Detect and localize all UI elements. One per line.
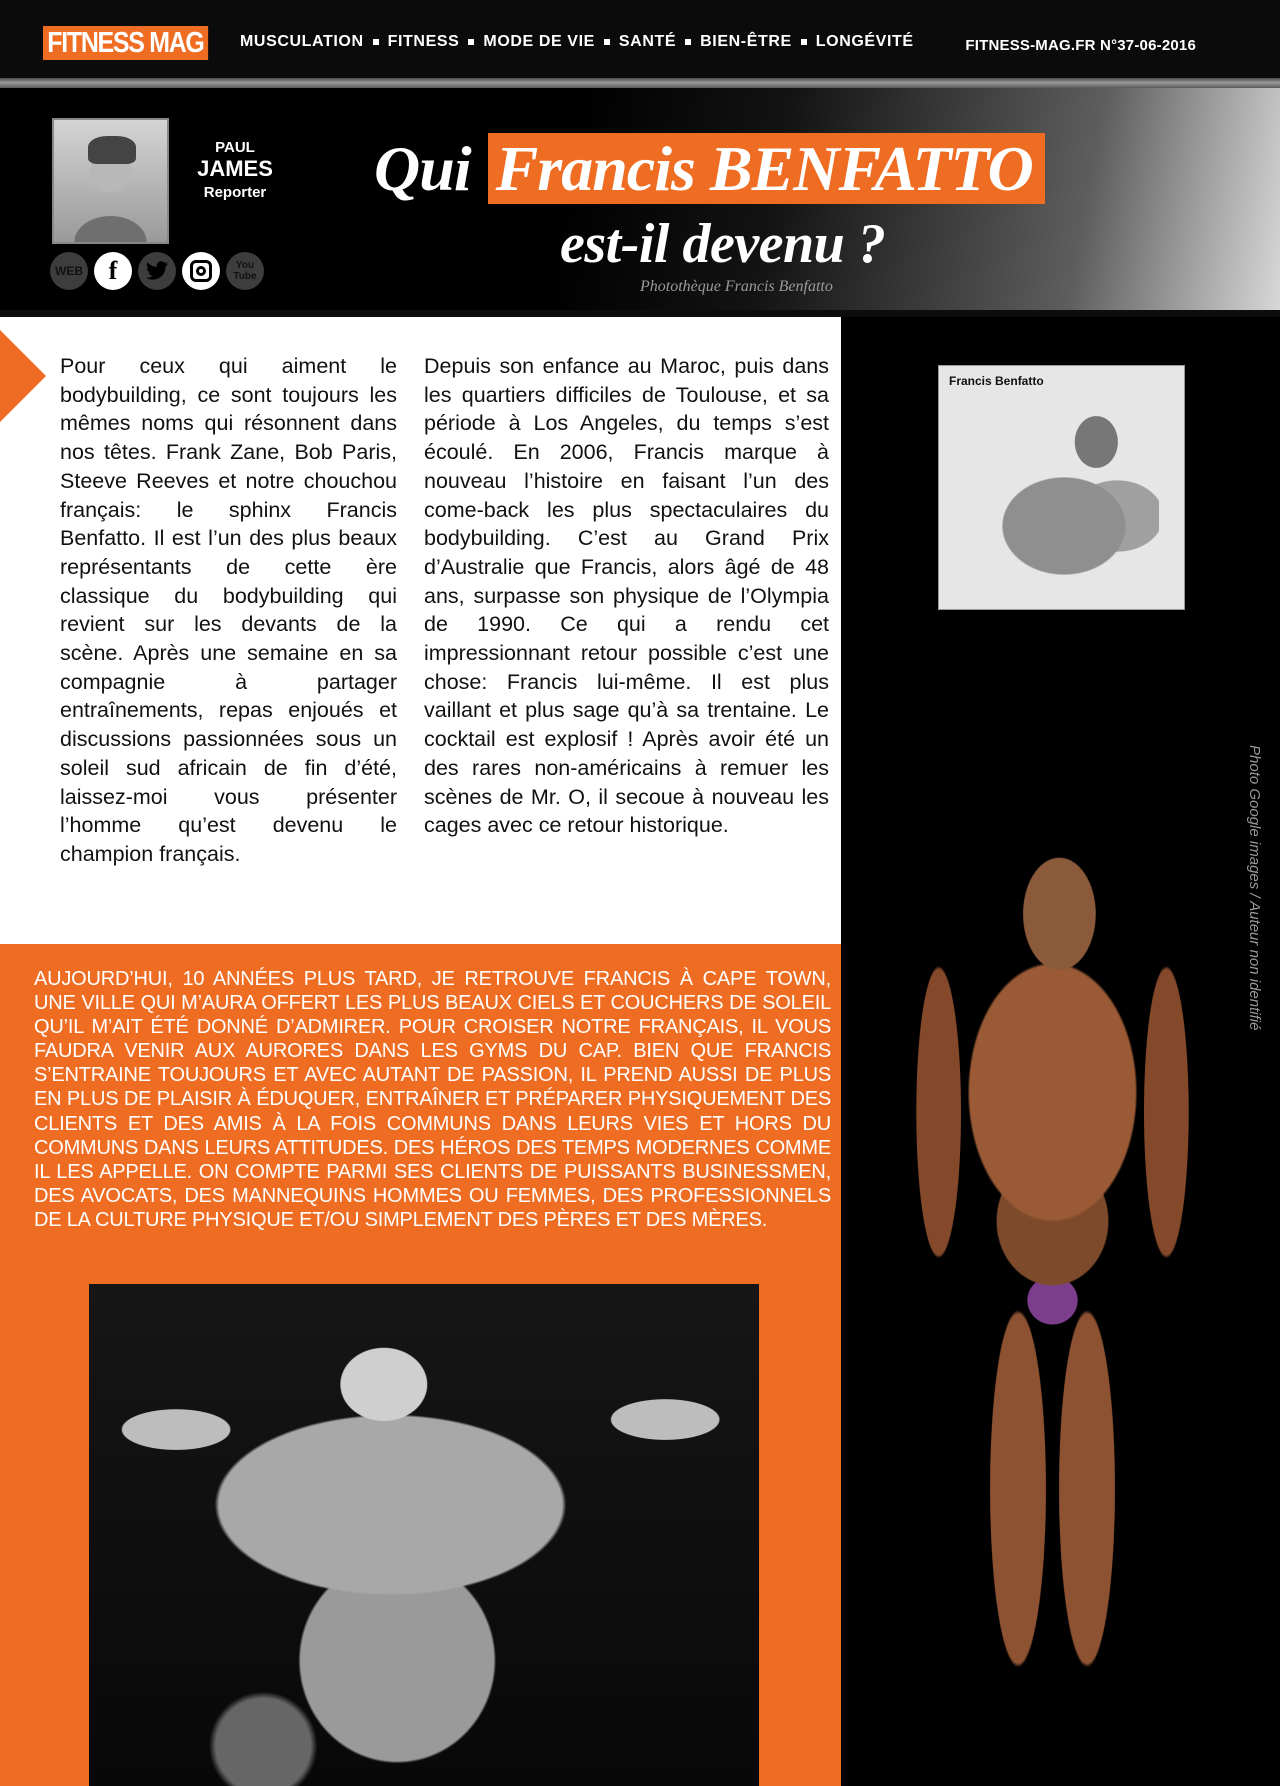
issue-number: FITNESS-MAG.FR N°37-06-2016 [965, 37, 1196, 54]
article-title [374, 134, 1045, 204]
instagram-icon[interactable] [182, 252, 220, 290]
author-avatar [52, 118, 169, 244]
posing-photo [880, 795, 1225, 1786]
nav-separator [685, 39, 691, 45]
nav-item-fitness[interactable]: FITNESS [387, 33, 460, 50]
orange-intro-text: AUJOURD’HUI, 10 ANNÉES PLUS TARD, JE RETROUVE FRANCIS À CAPE TOWN, UNE VILLE QUI M’AURA OFFERT LES PLUS BEAUX CIELS ET COUCHERS DE SOLEIL QU’IL M’AIT ÉTÉ DONNÉ D’ADMIRER. POUR CROISER NOTRE FRANÇAIS, IL VOUS FAUDRA VENIR AUX AURORES DANS LES GYMS DU CAP. BIEN QUE FRANCIS S’ENTRAINE TOUJOURS ET AVEC AUTANT DE PASSION, IL PREND AUSSI DE PLUS EN PLUS DE PLAISIR À ÉDUQUER, ENTRAÎNER ET PRÉPARER PHYSIQUEMENT DES CLIENTS ET DES AMIS À LA FOIS COMMUNS DANS LEURS VIES ET HORS DU COMMUNS DANS LEURS ATTITUDES. DES HÉROS DES TEMPS MODERNES COMME IL LES APPELLE. ON COMPTE PARMI SES CLIENTS DE PUISSANTS BUSINESSMEN, DES AVOCATS, DES MANNEQUINS HOMMES OU FEMMES, DES PROFESSIONNELS DE LA CULTURE PHYSIQUE ET/OU SIMPLEMENT DES PÈRES ET DES MÈRES. [34, 968, 831, 1231]
bw-posing-photo-figure [89, 1284, 759, 1786]
article-column-1: Pour ceux qui aiment le bodybuilding, ce sont toujours les mêmes noms qui résonnent dans nos têtes. Frank Zane, Bob Paris, Steeve Reeves et notre chouchou français: le sphinx Francis Benfatto. Il est l’un des plus beaux représentants de cette ère classique du bodybuilding qui revient sur les devants de la scène. Après une semaine en sa compagnie à partager entraînements, repas enjoués et discussions passionnées sous un soleil sud africain de fin d’été, laissez-moi vous présenter l’homme qu’est devenu le champion français. [60, 354, 397, 866]
header-divider [0, 78, 1280, 88]
facebook-icon[interactable]: f [94, 252, 132, 290]
article-column-2: Depuis son enfance au Maroc, puis dans les quartiers difficiles de Toulouse, et sa période à Los Angeles, du temps s’est écoulé. En 2006, Francis marque à nouveau l’histoire en faisant l’un des come-back les plus spectaculaires du bodybuilding. C’est au Grand Prix d’Australie que Francis, alors âgé de 48 ans, surpasse son physique de l’Olympia de 1990. Ce qui a rendu cet impressionnant retour possible c’est une chose: Francis lui-même. Il est plus vaillant et plus sage qu’à sa trentaine. Le cocktail est explosif ! Après avoir été un des rares non-américains à remuer les scènes de Mr. O, il secoue à nouveau les cages avec ce retour historique. [424, 354, 829, 838]
nav-separator [801, 39, 807, 45]
main-nav [240, 33, 914, 51]
nav-item-bien-etre[interactable]: BIEN-ÊTRE [700, 33, 792, 50]
vintage-photo [938, 365, 1185, 610]
author-first-name: PAUL [215, 139, 255, 156]
photo-credit: Photothèque Francis Benfatto [640, 278, 833, 295]
nav-separator [468, 39, 474, 45]
nav-separator [373, 39, 379, 45]
article-title-line2: est-il devenu ? [560, 213, 886, 275]
title-name-highlight: Francis BENFATTO [488, 133, 1045, 204]
web-icon[interactable]: WEB [50, 252, 88, 290]
orange-arrow-marker [0, 330, 46, 422]
nav-item-musculation[interactable]: MUSCULATION [240, 33, 364, 50]
vintage-photo-caption: Francis Benfatto [949, 374, 1044, 388]
author-role: Reporter [203, 184, 267, 201]
nav-item-longevite[interactable]: LONGÉVITÉ [815, 33, 914, 50]
nav-item-sante[interactable]: SANTÉ [618, 33, 677, 50]
posing-photo-figure [880, 795, 1225, 1786]
twitter-icon[interactable] [138, 252, 176, 290]
bw-posing-photo [89, 1284, 759, 1786]
top-bar [0, 0, 1280, 78]
title-prefix: Qui [374, 133, 471, 204]
nav-item-mode-de-vie[interactable]: MODE DE VIE [483, 33, 595, 50]
author-last-name: JAMES [197, 156, 273, 181]
side-photo-credit: Photo Google images / Auteur non identifié [1246, 745, 1263, 1031]
social-links [50, 252, 264, 290]
nav-separator [604, 39, 610, 45]
vintage-photo-figure [969, 406, 1159, 606]
youtube-icon[interactable]: You Tube [226, 252, 264, 290]
magazine-logo[interactable]: FITNESS MAG [43, 26, 208, 60]
